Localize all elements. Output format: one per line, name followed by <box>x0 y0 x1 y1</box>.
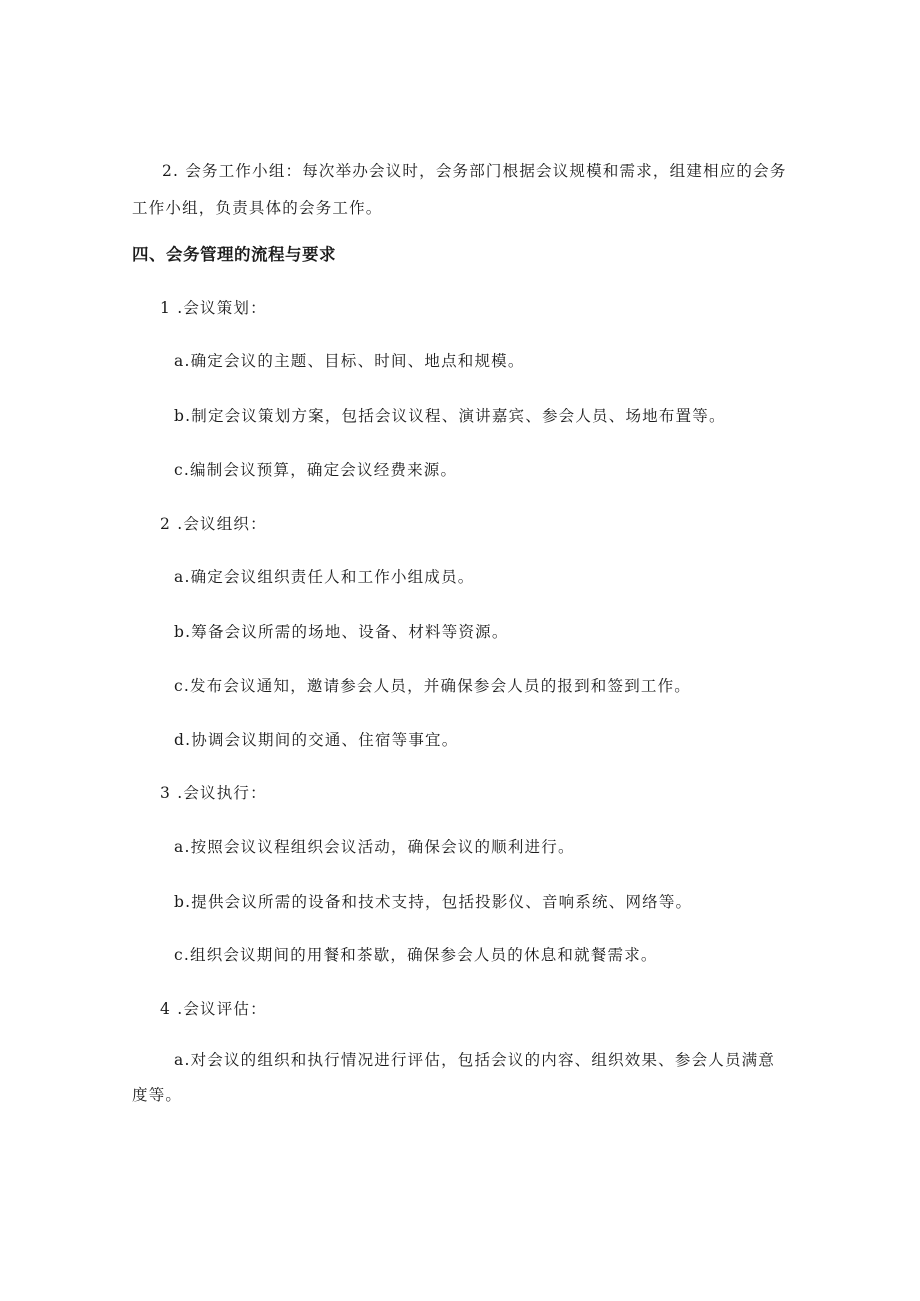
intro-line-1: 2. 会务工作小组：每次举办会议时，会务部门根据会议规模和需求，组建相应的会务 <box>162 162 787 180</box>
step-1-title: 1 .会议策划： <box>160 299 267 317</box>
step-1-item-a: a.确定会议的主题、目标、时间、地点和规模。 <box>174 352 525 370</box>
step-3-item-a: a.按照会议议程组织会议活动，确保会议的顺利进行。 <box>174 838 575 856</box>
step-3-item-b: b.提供会议所需的设备和技术支持，包括投影仪、音响系统、网络等。 <box>174 893 693 911</box>
intro-line-2: 工作小组，负责具体的会务工作。 <box>132 199 383 217</box>
step-3-title: 3 .会议执行： <box>160 784 267 802</box>
section-title: 四、会务管理的流程与要求 <box>132 245 336 264</box>
step-4-title: 4 .会议评估： <box>160 1000 267 1018</box>
step-2-title: 2 .会议组织： <box>160 515 267 533</box>
step-3-item-c: c.组织会议期间的用餐和茶歇，确保参会人员的休息和就餐需求。 <box>174 946 658 964</box>
step-1-item-b: b.制定会议策划方案，包括会议议程、演讲嘉宾、参会人员、场地布置等。 <box>174 407 726 425</box>
step-2-item-a: a.确定会议组织责任人和工作小组成员。 <box>174 568 475 586</box>
step-2-item-d: d.协调会议期间的交通、住宿等事宜。 <box>174 731 459 749</box>
step-2-item-b: b.筹备会议所需的场地、设备、材料等资源。 <box>174 623 509 641</box>
step-4-item-a-line-2: 度等。 <box>132 1086 183 1104</box>
step-1-item-c: c.编制会议预算，确定会议经费来源。 <box>174 461 458 479</box>
step-4-item-a-line-1: a.对会议的组织和执行情况进行评估，包括会议的内容、组织效果、参会人员满意 <box>174 1051 776 1069</box>
step-2-item-c: c.发布会议通知，邀请参会人员，并确保参会人员的报到和签到工作。 <box>174 677 692 695</box>
